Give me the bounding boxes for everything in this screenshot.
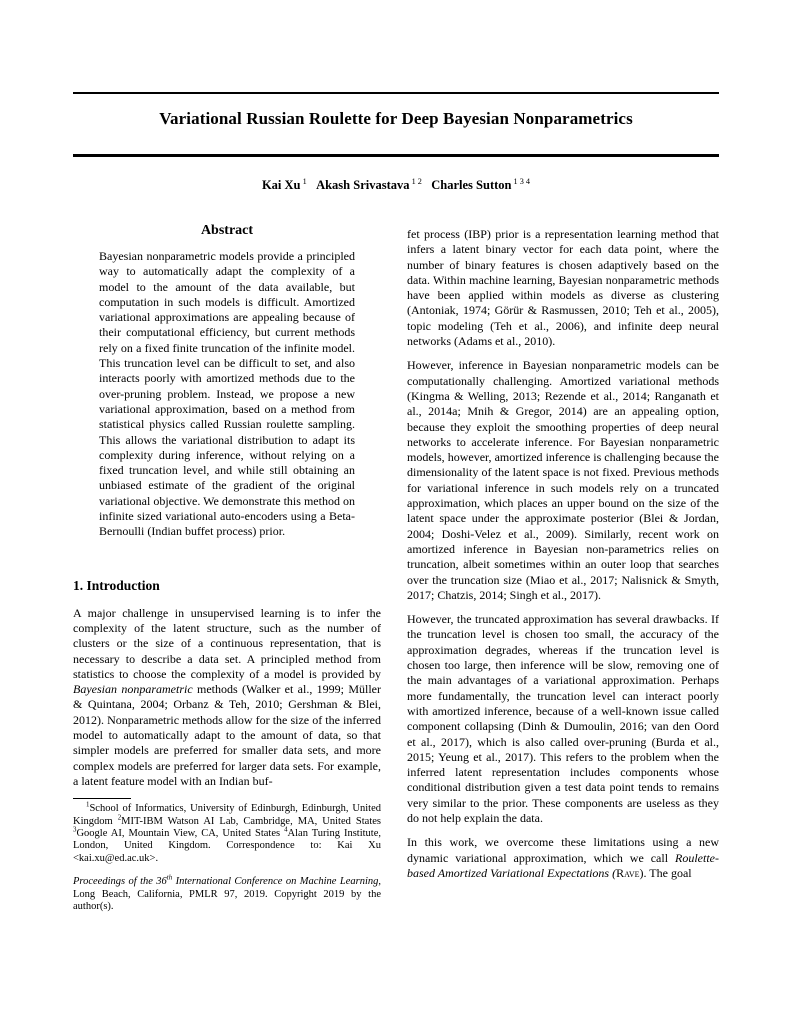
body-paragraph-1: fet process (IBP) prior is a representation learning method that infers a latent binary vector for each data point, where the number of binary features is chosen adaptively based on the data. Within machine learning, Bayesian nonparametric methods have been applied within models as diverse as clustering (Antoniak, 1974; Görür & Rasmussen, 2010; Teh et al., 2005), topic modeling (Teh et al., 2006), and infinite deep neural networks (Adams et al., 2010). [407, 227, 719, 349]
text-run: International Conference on Machine Learning [172, 876, 379, 888]
text-run: , Long Beach, California, PMLR 97, 2019. Copyright 2019 by the author(s). [73, 876, 381, 913]
two-column-body [73, 222, 719, 913]
text-run: School of Informatics, University of Edinburgh, Edinburgh, United Kingdom [73, 803, 381, 827]
text-run: methods (Walker et al., 1999; Müller & Quintana, 2004; Orbanz & Teh, 2010; Gershman & Blei, 2012). Nonparametric methods allow for the size of the inferred model to automatically adapt to the amount of data, so that simpler models are preferred for smaller data sets, and more complex models are preferred for larger data sets. For example, a latent feature model with an Indian buf- [73, 682, 382, 788]
text-run: Alan Turing Institute, London, United Kingdom. Correspondence to: Kai Xu <kai.xu@ed.ac.uk>. [73, 828, 381, 864]
text-run: Rave [616, 865, 640, 880]
body-paragraph-2: However, inference in Bayesian nonparametric models can be computationally challenging. Amortized variational methods (Kingma & Welling, 2013; Rezende et al., 2014; Ranganath et al., 2014a; Mnih & Gregor, 2014) are an appealing option, because they exploit the smoothing properties of deep neural networks to accelerate inference. For Bayesian nonparametric models, however, amortized inference is challenging because the dimensionality of the latent space is not fixed. Previous methods for variational inference in such models rely on a truncated approximation, which places an upper bound on the size of the latent space under the approximate posterior (Blei & Jordan, 2004; Doshi-Velez et al., 2009). Similarly, recent work on amortized inference in Bayesian non-parametrics relies on truncation, albeit sometimes within an outer loop that searches over the truncation size (Miao et al., 2017; Nalisnick & Smyth, 2017; Chatzis, 2014; Singh et al., 2017). [407, 358, 719, 602]
header-top-rule [73, 92, 719, 94]
text-run: Bayesian nonparametric [73, 682, 193, 697]
text-run: ). The goal [639, 865, 692, 880]
abstract-heading: Abstract [200, 223, 254, 238]
text-run: Akash Srivastava [316, 178, 410, 192]
footnote-rule [73, 798, 131, 799]
footnote-copyright [73, 876, 381, 913]
body-paragraph-4 [407, 835, 719, 881]
authors-line [73, 178, 719, 193]
text-run [307, 178, 316, 192]
text-run [422, 178, 431, 192]
header-title-rule [73, 154, 719, 157]
text-run: 2 [117, 814, 122, 822]
text-run: 3 [73, 826, 77, 834]
text-run: Proceedings of the 36 [73, 876, 167, 888]
text-run: Roulette-based Amortized Variational Expectations ( [407, 850, 719, 880]
right-column [407, 222, 719, 913]
text-run: 1 2 [409, 176, 422, 186]
paper-title: Variational Russian Roulette for Deep Bayesian Nonparametrics [159, 109, 633, 128]
text-run: Google AI, Mountain View, CA, United States [76, 828, 285, 840]
text-run: A major challenge in unsupervised learning is to infer the complexity of the latent structure, such as the number of clusters or the size of a continuous representation, that is necessary to describe a data set. A principled method from statistics to choose the complexity of a model is provided by [73, 605, 381, 681]
section-heading-introduction: 1. Introduction [73, 577, 160, 593]
text-run: MIT-IBM Watson AI Lab, Cambridge, MA, United States [121, 815, 381, 827]
text-run: 1 [300, 176, 307, 186]
abstract-body: Bayesian nonparametric models provide a principled way to automatically adapt the complexity of a model to the amount of the data available, but computation in such models is difficult. Amortized variational approximations are appealing because of their computational efficiency, but current methods rely on a fixed finite truncation of the infinite model. This truncation level can be difficult to set, and also interacts poorly with amortized methods due to the over-pruning problem. Instead, we propose a new variational approximation, based on a method from statistical physics called Russian roulette sampling. This allows the variational distribution to adapt its complexity during inference, without relying on a fixed truncation level, and while still obtaining an unbiased estimate of the gradient of the original variational objective. We demonstrate this method on infinite sized variational auto-encoders using a Beta-Bernoulli (Indian buffet process) prior. [99, 249, 355, 539]
introduction-paragraph [73, 606, 381, 790]
text-run: th [166, 874, 173, 882]
text-run: 1 3 4 [511, 176, 531, 186]
footnote-affiliations [73, 803, 381, 865]
text-run: 4 [284, 826, 288, 834]
text-run: Charles Sutton [431, 178, 512, 192]
text-run: Kai Xu [261, 178, 301, 192]
text-run: In this work, we overcome these limitations using a new dynamic variational approximation, which we call [407, 835, 719, 865]
text-run: 1 [86, 801, 90, 809]
left-column [73, 222, 381, 913]
body-paragraph-3: However, the truncated approximation has several drawbacks. If the truncation level is chosen too small, the accuracy of the approximation degrades, whereas if the truncation level is chosen too large, then inference will be slow, removing one of the main advantages of a variational approximation. Perhaps more fundamentally, the truncation level can interact poorly with amortized inference, because of a well-known issue called component collapsing (Dinh & Dumoulin, 2016; van den Oord et al., 2017), which is also called over-pruning (Burda et al., 2015; Yeung et al., 2017). This refers to the problem when the inferred latent representation includes components whose conditional distribution given a test data point tends to remains very similar to the prior. These components are useless as they do not help explain the data. [407, 612, 719, 825]
